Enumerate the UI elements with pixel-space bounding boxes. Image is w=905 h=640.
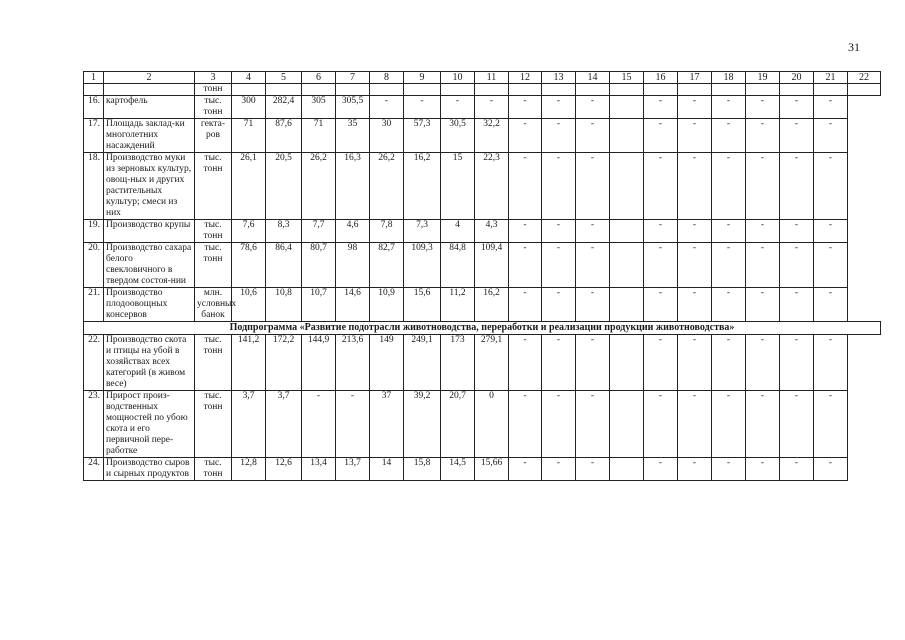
value-cell: - — [678, 458, 712, 481]
value-cell: 80,7 — [302, 243, 336, 288]
value-cell — [610, 96, 644, 119]
value-cell: - — [746, 220, 780, 243]
table-row — [84, 220, 881, 243]
value-cell: 15,6 — [404, 288, 441, 322]
row-number-cell: 18. — [84, 153, 104, 220]
table-row — [84, 458, 881, 481]
value-cell: 3,7 — [232, 391, 266, 458]
value-cell: - — [644, 288, 678, 322]
empty-cell — [814, 84, 848, 96]
value-cell: 7,3 — [404, 220, 441, 243]
value-cell: 71 — [232, 119, 266, 153]
value-cell: - — [746, 153, 780, 220]
column-number-header: 16 — [644, 72, 678, 84]
value-cell: - — [780, 153, 814, 220]
value-cell: 14 — [370, 458, 404, 481]
value-cell: 4,3 — [475, 220, 509, 243]
value-cell: - — [644, 119, 678, 153]
value-cell: - — [644, 458, 678, 481]
value-cell: - — [712, 96, 746, 119]
value-cell: - — [712, 458, 746, 481]
value-cell: - — [441, 96, 475, 119]
value-cell: 84,8 — [441, 243, 475, 288]
table-row — [84, 96, 881, 119]
value-cell: 4 — [441, 220, 475, 243]
value-cell: 13,4 — [302, 458, 336, 481]
value-cell: 282,4 — [266, 96, 302, 119]
page-number: 31 — [848, 40, 860, 54]
value-cell: - — [576, 119, 610, 153]
value-cell: 87,6 — [266, 119, 302, 153]
value-cell: 82,7 — [370, 243, 404, 288]
value-cell: 141,2 — [232, 335, 266, 391]
value-cell: 213,6 — [336, 335, 370, 391]
unit-cell: тыс. тонн — [195, 391, 232, 458]
row-number-cell: 21. — [84, 288, 104, 322]
empty-cell — [232, 84, 266, 96]
value-cell: 37 — [370, 391, 404, 458]
value-cell: 279,1 — [475, 335, 509, 391]
column-number-header: 20 — [780, 72, 814, 84]
value-cell: 172,2 — [266, 335, 302, 391]
value-cell: - — [678, 243, 712, 288]
value-cell: 14,6 — [336, 288, 370, 322]
value-cell — [610, 288, 644, 322]
indicator-name-cell: Производство сахара белого свекловичного в твердом состоя-нии — [104, 243, 195, 288]
value-cell: 26,2 — [302, 153, 336, 220]
value-cell: - — [404, 96, 441, 119]
unit-cell: гекта-ров — [195, 119, 232, 153]
value-cell: - — [509, 96, 542, 119]
value-cell: - — [576, 288, 610, 322]
unit-cell: млн. условных банок — [195, 288, 232, 322]
value-cell: 10,6 — [232, 288, 266, 322]
column-number-header: 14 — [576, 72, 610, 84]
indicator-name-cell: картофель — [104, 96, 195, 119]
value-cell: - — [644, 391, 678, 458]
empty-cell — [712, 84, 746, 96]
value-cell: - — [576, 220, 610, 243]
column-number-header: 21 — [814, 72, 848, 84]
empty-cell — [404, 84, 441, 96]
value-cell: - — [814, 243, 848, 288]
value-cell: 39,2 — [404, 391, 441, 458]
table-row — [84, 391, 881, 458]
value-cell: 144,9 — [302, 335, 336, 391]
value-cell: - — [780, 243, 814, 288]
value-cell: 78,6 — [232, 243, 266, 288]
value-cell: 71 — [302, 119, 336, 153]
value-cell: - — [712, 335, 746, 391]
value-cell: - — [712, 391, 746, 458]
value-cell: 16,3 — [336, 153, 370, 220]
value-cell: - — [576, 96, 610, 119]
value-cell: 57,3 — [404, 119, 441, 153]
value-cell: 15,66 — [475, 458, 509, 481]
value-cell: 305 — [302, 96, 336, 119]
unit-cell: тыс. тонн — [195, 335, 232, 391]
value-cell — [610, 153, 644, 220]
empty-cell — [475, 84, 509, 96]
value-cell: - — [644, 153, 678, 220]
table-header-row — [84, 72, 881, 84]
value-cell: 249,1 — [404, 335, 441, 391]
value-cell: - — [576, 335, 610, 391]
value-cell: 22,3 — [475, 153, 509, 220]
empty-cell — [678, 84, 712, 96]
column-number-header: 13 — [542, 72, 576, 84]
value-cell: - — [509, 119, 542, 153]
value-cell: - — [746, 288, 780, 322]
value-cell: 15 — [441, 153, 475, 220]
unit-cell: тыс. тонн — [195, 153, 232, 220]
value-cell: 8,3 — [266, 220, 302, 243]
value-cell: - — [780, 96, 814, 119]
indicator-name-cell: Производство плодоовощных консервов — [104, 288, 195, 322]
value-cell: - — [712, 220, 746, 243]
value-cell: - — [644, 335, 678, 391]
value-cell: - — [475, 96, 509, 119]
value-cell: - — [678, 119, 712, 153]
value-cell — [610, 458, 644, 481]
value-cell: - — [542, 220, 576, 243]
row-number-cell: 16. — [84, 96, 104, 119]
value-cell: - — [542, 288, 576, 322]
value-cell: - — [814, 458, 848, 481]
value-cell: 7,6 — [232, 220, 266, 243]
value-cell: - — [780, 288, 814, 322]
value-cell: - — [644, 243, 678, 288]
value-cell: - — [712, 243, 746, 288]
unit-cell: тыс. тонн — [195, 96, 232, 119]
value-cell: - — [302, 391, 336, 458]
value-cell: 30 — [370, 119, 404, 153]
value-cell: 20,7 — [441, 391, 475, 458]
value-cell: 7,8 — [370, 220, 404, 243]
value-cell: - — [678, 153, 712, 220]
value-cell: - — [678, 335, 712, 391]
value-cell: - — [576, 243, 610, 288]
value-cell: - — [814, 391, 848, 458]
value-cell: - — [780, 220, 814, 243]
continuation-unit-cell: тонн — [195, 84, 232, 96]
value-cell: - — [780, 335, 814, 391]
row-number-cell: 17. — [84, 119, 104, 153]
indicator-name-cell: Площадь заклад-ки многолетних насаждений — [104, 119, 195, 153]
value-cell: - — [509, 243, 542, 288]
value-cell: 20,5 — [266, 153, 302, 220]
subprogram-title: Подпрограмма «Развитие подотрасли животноводства, переработки и реализации продукции животноводства» — [84, 322, 881, 335]
value-cell: 30,5 — [441, 119, 475, 153]
value-cell: 3,7 — [266, 391, 302, 458]
value-cell: 15,8 — [404, 458, 441, 481]
empty-cell — [780, 84, 814, 96]
table-row — [84, 335, 881, 391]
value-cell: - — [814, 288, 848, 322]
value-cell: 35 — [336, 119, 370, 153]
empty-cell — [302, 84, 336, 96]
value-cell: - — [814, 153, 848, 220]
value-cell: - — [814, 119, 848, 153]
value-cell: 86,4 — [266, 243, 302, 288]
value-cell: - — [746, 119, 780, 153]
value-cell: - — [370, 96, 404, 119]
indicator-name-cell: Производство сыров и сырных продуктов — [104, 458, 195, 481]
column-number-header: 4 — [232, 72, 266, 84]
continuation-row — [84, 84, 881, 96]
value-cell: 14,5 — [441, 458, 475, 481]
value-cell: 16,2 — [404, 153, 441, 220]
value-cell: 173 — [441, 335, 475, 391]
column-number-header: 8 — [370, 72, 404, 84]
value-cell: - — [712, 153, 746, 220]
value-cell — [610, 335, 644, 391]
value-cell: - — [542, 96, 576, 119]
empty-cell — [848, 84, 881, 96]
value-cell: - — [746, 243, 780, 288]
value-cell: 4,6 — [336, 220, 370, 243]
value-cell — [610, 220, 644, 243]
row-number-cell: 20. — [84, 243, 104, 288]
value-cell: - — [746, 458, 780, 481]
value-cell: - — [576, 153, 610, 220]
table-row — [84, 288, 881, 322]
value-cell: - — [542, 458, 576, 481]
row-number-cell: 19. — [84, 220, 104, 243]
unit-cell: тыс. тонн — [195, 243, 232, 288]
value-cell: 26,2 — [370, 153, 404, 220]
value-cell: - — [712, 119, 746, 153]
column-number-header: 10 — [441, 72, 475, 84]
column-number-header: 1 — [84, 72, 104, 84]
value-cell: 10,9 — [370, 288, 404, 322]
unit-cell: тыс. тонн — [195, 458, 232, 481]
indicator-name-cell: Производство муки из зерновых культур, овощ-ных и других растительных культур; смеси из них — [104, 153, 195, 220]
value-cell: - — [678, 391, 712, 458]
value-cell: - — [814, 96, 848, 119]
column-number-header: 22 — [848, 72, 881, 84]
row-number-cell: 22. — [84, 335, 104, 391]
value-cell: 10,8 — [266, 288, 302, 322]
value-cell: 12,8 — [232, 458, 266, 481]
row-number-cell: 24. — [84, 458, 104, 481]
row-number-cell: 23. — [84, 391, 104, 458]
empty-cell — [266, 84, 302, 96]
empty-cell — [104, 84, 195, 96]
value-cell: - — [509, 288, 542, 322]
value-cell: - — [542, 153, 576, 220]
value-cell: - — [814, 220, 848, 243]
indicator-name-cell: Производство скота и птицы на убой в хозяйствах всех категорий (в живом весе) — [104, 335, 195, 391]
value-cell — [610, 391, 644, 458]
indicator-name-cell: Производство крупы — [104, 220, 195, 243]
empty-cell — [84, 84, 104, 96]
column-number-header: 18 — [712, 72, 746, 84]
value-cell: - — [576, 391, 610, 458]
value-cell: 149 — [370, 335, 404, 391]
value-cell: - — [509, 153, 542, 220]
value-cell: 109,3 — [404, 243, 441, 288]
column-number-header: 9 — [404, 72, 441, 84]
value-cell: - — [678, 96, 712, 119]
value-cell: 109,4 — [475, 243, 509, 288]
value-cell — [610, 243, 644, 288]
value-cell: - — [336, 391, 370, 458]
value-cell: - — [542, 119, 576, 153]
empty-cell — [542, 84, 576, 96]
value-cell: - — [542, 335, 576, 391]
subprogram-row — [84, 322, 881, 335]
value-cell: - — [780, 391, 814, 458]
value-cell: - — [678, 220, 712, 243]
value-cell: 98 — [336, 243, 370, 288]
value-cell: 32,2 — [475, 119, 509, 153]
value-cell: 305,5 — [336, 96, 370, 119]
column-number-header: 7 — [336, 72, 370, 84]
column-number-header: 12 — [509, 72, 542, 84]
empty-cell — [370, 84, 404, 96]
value-cell: - — [746, 335, 780, 391]
value-cell: - — [644, 220, 678, 243]
column-number-header: 11 — [475, 72, 509, 84]
value-cell: 16,2 — [475, 288, 509, 322]
indicator-name-cell: Прирост произ-водственных мощностей по убою скота и его первичной пере-работке — [104, 391, 195, 458]
empty-cell — [644, 84, 678, 96]
value-cell: - — [746, 96, 780, 119]
value-cell: - — [509, 391, 542, 458]
value-cell: - — [678, 288, 712, 322]
column-number-header: 15 — [610, 72, 644, 84]
value-cell: 11,2 — [441, 288, 475, 322]
value-cell: - — [509, 335, 542, 391]
value-cell: 13,7 — [336, 458, 370, 481]
empty-cell — [509, 84, 542, 96]
value-cell: - — [780, 119, 814, 153]
value-cell: - — [509, 220, 542, 243]
empty-cell — [576, 84, 610, 96]
value-cell: 10,7 — [302, 288, 336, 322]
value-cell: 7,7 — [302, 220, 336, 243]
empty-cell — [441, 84, 475, 96]
column-number-header: 2 — [104, 72, 195, 84]
value-cell: - — [509, 458, 542, 481]
indicator-table — [83, 71, 881, 481]
value-cell: - — [780, 458, 814, 481]
value-cell: 0 — [475, 391, 509, 458]
value-cell: - — [542, 243, 576, 288]
column-number-header: 5 — [266, 72, 302, 84]
indicator-table-wrapper — [83, 71, 881, 481]
value-cell: 26,1 — [232, 153, 266, 220]
value-cell: - — [644, 96, 678, 119]
table-row — [84, 153, 881, 220]
empty-cell — [610, 84, 644, 96]
column-number-header: 17 — [678, 72, 712, 84]
value-cell: - — [746, 391, 780, 458]
value-cell: - — [542, 391, 576, 458]
value-cell — [610, 119, 644, 153]
value-cell: - — [814, 335, 848, 391]
value-cell: 12,6 — [266, 458, 302, 481]
value-cell: - — [712, 288, 746, 322]
value-cell: - — [576, 458, 610, 481]
table-row — [84, 119, 881, 153]
empty-cell — [746, 84, 780, 96]
unit-cell: тыс. тонн — [195, 220, 232, 243]
value-cell: 300 — [232, 96, 266, 119]
column-number-header: 3 — [195, 72, 232, 84]
column-number-header: 19 — [746, 72, 780, 84]
empty-cell — [336, 84, 370, 96]
column-number-header: 6 — [302, 72, 336, 84]
table-row — [84, 243, 881, 288]
